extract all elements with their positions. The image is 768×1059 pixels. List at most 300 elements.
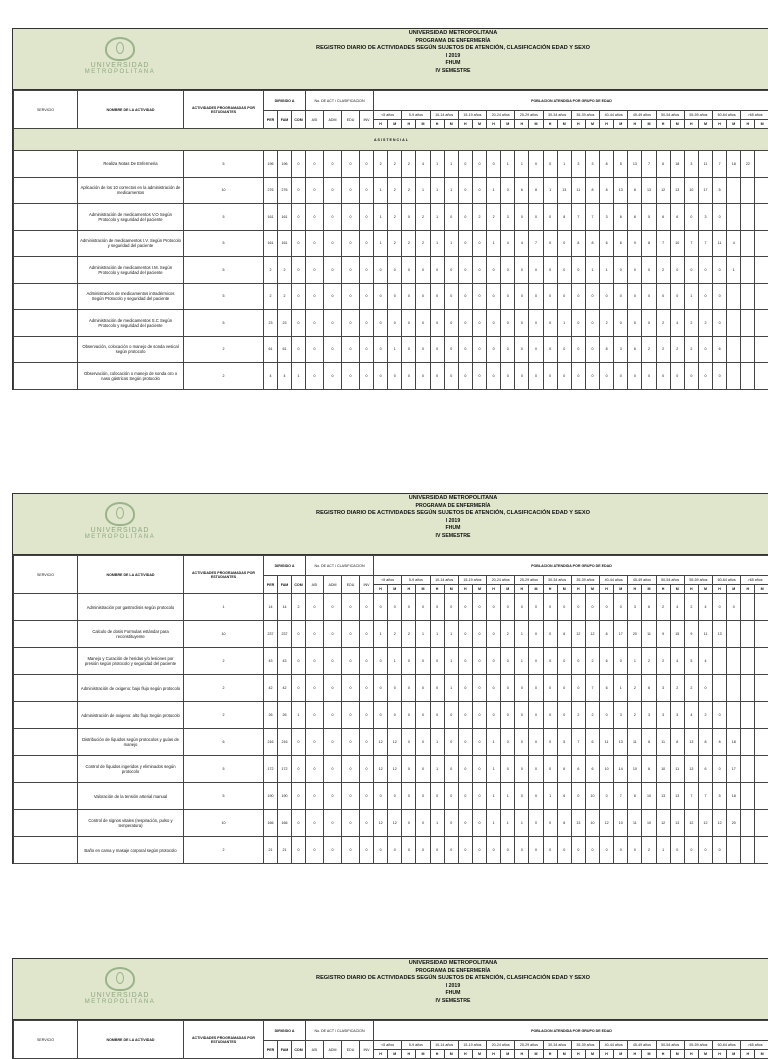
servicio-cell [14, 783, 78, 810]
value-cell: 17 [727, 756, 741, 783]
value-cell: 0 [472, 783, 486, 810]
value-cell: 2 [698, 310, 712, 337]
value-cell: 2 [402, 151, 416, 178]
value-cell: 0 [628, 283, 642, 310]
value-cell: 0 [306, 310, 324, 337]
sex-header: H [543, 585, 557, 594]
value-cell: 26 [264, 702, 278, 729]
value-cell: 0 [324, 648, 342, 675]
column-header-row [14, 556, 768, 576]
value-cell: 0 [416, 363, 430, 390]
value-cell: 0 [306, 336, 324, 363]
value-cell: 10 [628, 756, 642, 783]
value-cell: 0 [458, 756, 472, 783]
value-cell: 0 [487, 310, 501, 337]
value-cell: 172 [278, 756, 292, 783]
value-cell: 0 [342, 594, 360, 621]
table-row [14, 729, 768, 756]
value-cell: 0 [501, 675, 515, 702]
sex-header: H [656, 120, 670, 129]
value-cell: 0 [306, 675, 324, 702]
value-cell: 1 [487, 230, 501, 257]
value-cell: 0 [444, 310, 458, 337]
value-cell: 0 [642, 283, 656, 310]
value-cell: 0 [388, 702, 402, 729]
value-cell: 12 [388, 756, 402, 783]
value-cell [741, 230, 755, 257]
value-cell: 0 [515, 310, 529, 337]
sex-header: M [755, 1050, 768, 1059]
activity-name: Observación, colocación o manejo de sonda vesical según protocolo [78, 336, 184, 363]
sex-header: H [713, 120, 727, 129]
value-cell: 0 [458, 204, 472, 231]
value-cell: 0 [342, 702, 360, 729]
value-cell: 0 [458, 729, 472, 756]
age-group-header: <5 años [374, 1041, 402, 1050]
report-title-line: REGISTRO DIARIO DE ACTIVIDADES SEGÚN SUJETOS DE ATENCIÓN, CLASIFICACIÓN EDAD Y SEXO [193, 975, 713, 983]
sex-header: M [727, 585, 741, 594]
value-cell: 12 [388, 810, 402, 837]
value-cell: 2 [656, 594, 670, 621]
value-cell: 0 [529, 257, 543, 284]
sex-header: M [755, 120, 768, 129]
value-cell: 5 [628, 310, 642, 337]
report-title-block [193, 960, 713, 1006]
value-cell: 0 [614, 594, 628, 621]
value-cell: 12 [656, 810, 670, 837]
value-cell: 0 [713, 756, 727, 783]
value-cell: 14 [614, 756, 628, 783]
col-asi: ASI [306, 576, 324, 594]
value-cell: 0 [713, 837, 727, 864]
value-cell [741, 257, 755, 284]
value-cell: 4 [670, 310, 684, 337]
value-cell: 0 [472, 837, 486, 864]
age-group-header: 50-54 años [656, 111, 684, 120]
value-cell: 0 [324, 283, 342, 310]
sex-header: M [670, 585, 684, 594]
sheet-header [13, 494, 768, 555]
col-clasificacion: No. DE ACT / CLASIFICACION [306, 556, 374, 576]
value-cell: 0 [402, 702, 416, 729]
value-cell: 0 [571, 363, 585, 390]
value-cell: 5 [557, 729, 571, 756]
age-group-header: 35-39 años [571, 1041, 599, 1050]
value-cell: 1 [487, 756, 501, 783]
value-cell: 0 [529, 310, 543, 337]
value-cell: 0 [324, 336, 342, 363]
value-cell: 0 [487, 151, 501, 178]
value-cell: 8 [600, 151, 614, 178]
value-cell [755, 204, 768, 231]
value-cell: 0 [360, 230, 374, 257]
value-cell: 0 [416, 729, 430, 756]
value-cell: 0 [571, 675, 585, 702]
value-cell: 0 [543, 810, 557, 837]
table-row [14, 151, 768, 178]
value-cell: 0 [402, 594, 416, 621]
logo-text-line2: METROPOLITANA [75, 69, 165, 75]
sex-header: H [430, 1050, 444, 1059]
value-cell: 166 [264, 810, 278, 837]
value-cell: 0 [571, 283, 585, 310]
value-cell: 0 [374, 283, 388, 310]
value-cell: 7 [642, 151, 656, 178]
value-cell: 2 [416, 230, 430, 257]
programmed-count: 6 [184, 729, 264, 756]
value-cell: 276 [278, 177, 292, 204]
activity-name: Valoración de la tensión arterial manual [78, 783, 184, 810]
value-cell: 0 [360, 783, 374, 810]
value-cell: 2 [264, 257, 278, 284]
value-cell: 0 [600, 837, 614, 864]
value-cell: 1 [374, 177, 388, 204]
value-cell: 6 [614, 204, 628, 231]
value-cell [741, 648, 755, 675]
value-cell [755, 257, 768, 284]
value-cell: 0 [360, 257, 374, 284]
value-cell: 0 [360, 310, 374, 337]
sex-header: M [614, 585, 628, 594]
value-cell: 0 [342, 151, 360, 178]
value-cell: 0 [585, 594, 599, 621]
value-cell: 0 [600, 363, 614, 390]
value-cell: 0 [571, 336, 585, 363]
value-cell: 0 [543, 621, 557, 648]
value-cell: 0 [487, 837, 501, 864]
value-cell [755, 783, 768, 810]
value-cell: 12 [585, 621, 599, 648]
sex-header: H [571, 1050, 585, 1059]
servicio-cell [14, 810, 78, 837]
age-group-header: 20-24 años [487, 111, 515, 120]
value-cell: 0 [472, 310, 486, 337]
value-cell: 11 [628, 729, 642, 756]
value-cell: 0 [557, 257, 571, 284]
value-cell: 0 [543, 283, 557, 310]
value-cell: 0 [571, 837, 585, 864]
value-cell: 6 [571, 756, 585, 783]
sex-header: M [444, 585, 458, 594]
col-com: COM [292, 1041, 306, 1059]
value-cell: 11 [713, 230, 727, 257]
value-cell: 0 [684, 257, 698, 284]
value-cell: 0 [416, 283, 430, 310]
value-cell [727, 177, 741, 204]
value-cell: 196 [278, 151, 292, 178]
value-cell: 6 [600, 648, 614, 675]
value-cell: 9 [684, 621, 698, 648]
activities-table [13, 1020, 768, 1059]
value-cell: 161 [264, 230, 278, 257]
report-title-line: IV SEMESTRE [193, 68, 713, 76]
programmed-count: 10 [184, 810, 264, 837]
activities-table [13, 90, 768, 390]
value-cell: 13 [684, 729, 698, 756]
value-cell: 0 [557, 837, 571, 864]
value-cell: 0 [402, 363, 416, 390]
value-cell [741, 336, 755, 363]
value-cell: 4 [416, 151, 430, 178]
sex-header: H [600, 1050, 614, 1059]
value-cell: 2 [264, 283, 278, 310]
value-cell: 4 [670, 648, 684, 675]
sex-header: H [543, 120, 557, 129]
value-cell: 21 [278, 837, 292, 864]
value-cell: 0 [458, 230, 472, 257]
value-cell: 6 [628, 336, 642, 363]
value-cell: 0 [306, 151, 324, 178]
value-cell: 0 [402, 837, 416, 864]
value-cell: 0 [543, 648, 557, 675]
value-cell [741, 177, 755, 204]
value-cell: 0 [515, 729, 529, 756]
value-cell: 1 [444, 648, 458, 675]
sex-header: H [684, 585, 698, 594]
value-cell: 0 [472, 702, 486, 729]
activity-name: Administración por gastroclisis según protocolo [78, 594, 184, 621]
value-cell: 0 [444, 594, 458, 621]
value-cell: 2 [656, 257, 670, 284]
value-cell: 190 [264, 783, 278, 810]
value-cell: 2 [585, 648, 599, 675]
value-cell: 1 [292, 363, 306, 390]
value-cell: 2 [656, 310, 670, 337]
value-cell: 0 [306, 594, 324, 621]
age-group-header: 35-39 años [571, 111, 599, 120]
value-cell: 0 [543, 675, 557, 702]
value-cell: 0 [430, 783, 444, 810]
value-cell: 17 [614, 621, 628, 648]
logo-emblem-icon [105, 502, 135, 526]
value-cell: 0 [458, 283, 472, 310]
sex-header: M [614, 1050, 628, 1059]
value-cell [727, 675, 741, 702]
sex-header: H [713, 1050, 727, 1059]
university-logo [75, 37, 165, 75]
value-cell: 0 [324, 363, 342, 390]
age-group-header: 40-44 años [600, 111, 628, 120]
value-cell: 6 [628, 204, 642, 231]
value-cell: 2 [670, 336, 684, 363]
sex-header: M [529, 585, 543, 594]
value-cell: 190 [278, 783, 292, 810]
value-cell: 0 [416, 257, 430, 284]
report-title-line: PROGRAMA DE ENFERMERÍA [193, 38, 713, 46]
sex-header: M [727, 1050, 741, 1059]
value-cell: 0 [360, 283, 374, 310]
value-cell: 0 [402, 756, 416, 783]
sex-header: H [374, 120, 388, 129]
activity-name: Control de líquidos ingeridos y eliminados según protocolo [78, 756, 184, 783]
report-title-line: I 2019 [193, 518, 713, 526]
value-cell: 3 [614, 336, 628, 363]
value-cell: 12 [388, 729, 402, 756]
value-cell [755, 310, 768, 337]
value-cell: 0 [458, 702, 472, 729]
value-cell: 6 [614, 230, 628, 257]
age-group-header: 10-14 años [430, 1041, 458, 1050]
sex-header: M [670, 120, 684, 129]
value-cell: 0 [324, 230, 342, 257]
value-cell: 0 [713, 363, 727, 390]
value-cell: 0 [501, 283, 515, 310]
value-cell [741, 594, 755, 621]
sex-header: M [501, 585, 515, 594]
age-group-header: <5 años [374, 576, 402, 585]
sex-header: H [628, 120, 642, 129]
col-nombre-actividad: NOMBRE DE LA ACTIVIDAD [78, 556, 184, 594]
table-row [14, 621, 768, 648]
value-cell: 0 [670, 363, 684, 390]
value-cell: 0 [515, 204, 529, 231]
col-poblacion: POBLACION ATENDIDA POR GRUPO DE EDAD [374, 556, 768, 576]
value-cell: 10 [656, 756, 670, 783]
value-cell: 1 [388, 648, 402, 675]
value-cell: 0 [529, 675, 543, 702]
value-cell [755, 230, 768, 257]
value-cell: 3 [684, 151, 698, 178]
value-cell: 0 [571, 648, 585, 675]
value-cell: 2 [402, 177, 416, 204]
programmed-count: 5 [184, 204, 264, 231]
value-cell: 0 [342, 729, 360, 756]
value-cell: 26 [278, 702, 292, 729]
value-cell: 276 [264, 177, 278, 204]
value-cell: 0 [360, 363, 374, 390]
sex-header: M [557, 120, 571, 129]
programmed-count: 1 [184, 594, 264, 621]
value-cell: 0 [306, 363, 324, 390]
value-cell: 0 [529, 837, 543, 864]
value-cell: 0 [698, 257, 712, 284]
activity-name: Aplicación de los 10 correctos en la administración de medicamentos [78, 177, 184, 204]
value-cell: 1 [444, 151, 458, 178]
value-cell: 1 [656, 837, 670, 864]
value-cell: 2 [656, 336, 670, 363]
value-cell: 13 [571, 810, 585, 837]
value-cell: 3 [642, 702, 656, 729]
value-cell: 0 [388, 283, 402, 310]
table-row [14, 363, 768, 390]
value-cell [741, 621, 755, 648]
value-cell: 0 [292, 756, 306, 783]
sex-header: M [444, 1050, 458, 1059]
value-cell: 3 [656, 702, 670, 729]
value-cell: 6 [557, 621, 571, 648]
value-cell: 0 [501, 257, 515, 284]
sex-header: M [472, 120, 486, 129]
value-cell: 0 [557, 336, 571, 363]
value-cell: 0 [684, 837, 698, 864]
value-cell [727, 363, 741, 390]
col-com: COM [292, 111, 306, 129]
value-cell: 0 [458, 594, 472, 621]
value-cell: 0 [543, 363, 557, 390]
table-row [14, 675, 768, 702]
activity-name: Realiza Notas De Enfermeria [78, 151, 184, 178]
value-cell: 0 [727, 594, 741, 621]
value-cell: 2 [388, 621, 402, 648]
col-actividades-programadas: ACTIVIDADES PROGRAMADAS POR ESTUDIANTES [184, 556, 264, 594]
value-cell: 0 [472, 675, 486, 702]
table-row [14, 783, 768, 810]
value-cell: 0 [557, 702, 571, 729]
value-cell: 0 [614, 257, 628, 284]
value-cell: 0 [430, 257, 444, 284]
value-cell: 12 [374, 729, 388, 756]
value-cell: 0 [444, 702, 458, 729]
col-poblacion: POBLACION ATENDIDA POR GRUPO DE EDAD [374, 1021, 768, 1041]
value-cell: 12 [684, 810, 698, 837]
col-inv: INV [360, 576, 374, 594]
value-cell: 0 [306, 837, 324, 864]
value-cell: 7 [698, 230, 712, 257]
sex-header: H [628, 585, 642, 594]
report-title-line: REGISTRO DIARIO DE ACTIVIDADES SEGÚN SUJETOS DE ATENCIÓN, CLASIFICACIÓN EDAD Y SEXO [193, 510, 713, 518]
report-sheet [12, 493, 768, 864]
sex-header: H [713, 585, 727, 594]
value-cell: 0 [374, 702, 388, 729]
value-cell: 0 [472, 756, 486, 783]
value-cell: 0 [292, 257, 306, 284]
col-per: PER [264, 1041, 278, 1059]
value-cell: 18 [727, 151, 741, 178]
value-cell: 0 [324, 837, 342, 864]
value-cell: 0 [487, 336, 501, 363]
value-cell: 8 [713, 729, 727, 756]
servicio-cell [14, 756, 78, 783]
value-cell: 0 [292, 648, 306, 675]
value-cell: 2 [292, 594, 306, 621]
age-group-header: 45-49 años [628, 576, 656, 585]
value-cell: 0 [444, 783, 458, 810]
value-cell: 1 [444, 230, 458, 257]
value-cell: 0 [571, 783, 585, 810]
table-row [14, 810, 768, 837]
value-cell: 1 [292, 702, 306, 729]
value-cell: 0 [501, 756, 515, 783]
value-cell: 0 [515, 594, 529, 621]
value-cell: 61 [264, 336, 278, 363]
value-cell: 0 [543, 310, 557, 337]
value-cell: 0 [600, 783, 614, 810]
sex-header: M [529, 1050, 543, 1059]
value-cell: 0 [713, 257, 727, 284]
value-cell: 196 [264, 151, 278, 178]
col-actividades-programadas: ACTIVIDADES PROGRAMADAS POR ESTUDIANTES [184, 1021, 264, 1059]
value-cell: 0 [402, 283, 416, 310]
table-row [14, 756, 768, 783]
value-cell: 0 [360, 204, 374, 231]
report-title-line: FHUM [193, 525, 713, 533]
value-cell: 0 [698, 363, 712, 390]
value-cell: 0 [713, 283, 727, 310]
value-cell: 0 [342, 257, 360, 284]
report-title-line: FHUM [193, 990, 713, 998]
value-cell: 0 [515, 336, 529, 363]
value-cell: 0 [292, 336, 306, 363]
value-cell [755, 675, 768, 702]
value-cell: 0 [306, 648, 324, 675]
age-group-header: 25-29 años [515, 576, 543, 585]
value-cell: 11 [698, 151, 712, 178]
value-cell [741, 837, 755, 864]
sex-header: M [416, 585, 430, 594]
age-group-header: 55-59 años [684, 111, 712, 120]
value-cell: 0 [628, 837, 642, 864]
servicio-cell [14, 594, 78, 621]
